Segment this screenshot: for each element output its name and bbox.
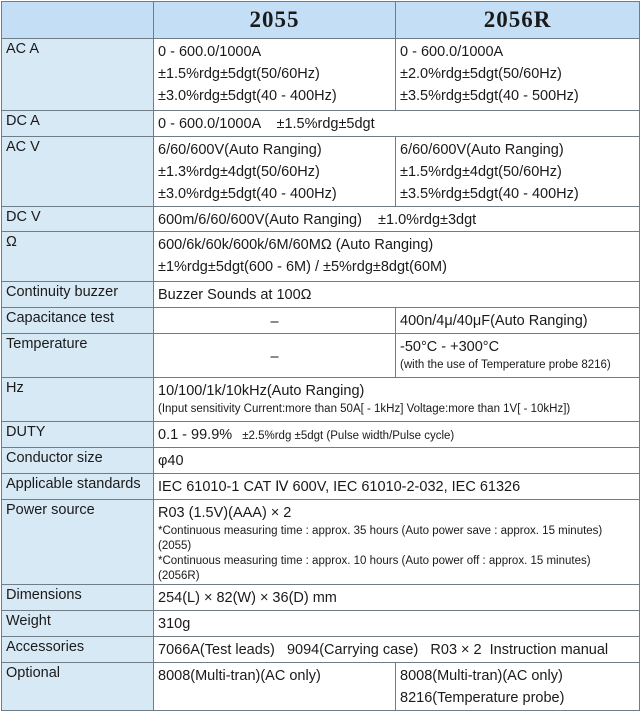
label-ac-a: AC A (2, 39, 154, 111)
capacitance-2055: – (154, 308, 396, 334)
hz-note: (Input sensitivity Current:more than 50A[ - 1kHz] Voltage:more than 1V[ - 10kHz]) (158, 403, 571, 415)
model-2056r-header: 2056R (396, 2, 640, 39)
row-accessories (2, 637, 640, 663)
row-conductor (2, 448, 640, 474)
ac-v-2055-acc2: ±3.0%rdg±5dgt(40 - 400Hz) (158, 186, 337, 202)
dc-a-value: 0 - 600.0/1000A ±1.5%rdg±5dgt (154, 111, 640, 137)
temperature-2056r (396, 334, 640, 378)
optional-2055-item: 8008(Multi-tran)(AC only) (158, 668, 321, 684)
row-standards (2, 474, 640, 500)
ac-a-2056r (396, 39, 640, 111)
dimensions-value: 254(L) × 82(W) × 36(D) mm (154, 585, 640, 611)
ohm-range: 600/6k/60k/600k/6M/60MΩ (Auto Ranging) (158, 237, 434, 253)
label-hz: Hz (2, 378, 154, 422)
power-value (154, 500, 640, 585)
weight-value: 310g (154, 611, 640, 637)
label-dimensions: Dimensions (2, 585, 154, 611)
row-ac-v (2, 137, 640, 207)
label-continuity: Continuity buzzer (2, 282, 154, 308)
label-optional: Optional (2, 663, 154, 711)
dc-v-value: 600m/6/60/600V(Auto Ranging) ±1.0%rdg±3dgt (154, 207, 640, 232)
row-ohm (2, 232, 640, 282)
label-accessories: Accessories (2, 637, 154, 663)
optional-2056r-item2: 8216(Temperature probe) (400, 690, 565, 706)
ac-a-2055-range: 0 - 600.0/1000A (158, 44, 262, 60)
row-weight (2, 611, 640, 637)
ac-a-2056r-acc2: ±3.5%rdg±5dgt(40 - 500Hz) (400, 88, 579, 104)
temperature-note: (with the use of Temperature probe 8216) (400, 359, 611, 371)
ac-v-2056r-acc2: ±3.5%rdg±5dgt(40 - 400Hz) (400, 186, 579, 202)
ohm-accuracy: ±1%rdg±5dgt(600 - 6M) / ±5%rdg±8dgt(60M) (158, 259, 447, 275)
row-continuity (2, 282, 640, 308)
label-conductor: Conductor size (2, 448, 154, 474)
ac-a-2056r-acc1: ±2.0%rdg±5dgt(50/60Hz) (400, 66, 562, 82)
duty-value (154, 422, 640, 448)
optional-2055 (154, 663, 396, 711)
row-ac-a (2, 39, 640, 111)
row-capacitance (2, 308, 640, 334)
spec-table (1, 1, 640, 711)
power-note-2056r: *Continuous measuring time : approx. 10 hours (Auto power off : approx. 15 minutes) (2056R) (158, 555, 591, 582)
label-ohm: Ω (2, 232, 154, 282)
row-duty (2, 422, 640, 448)
power-battery: R03 (1.5V)(AAA) × 2 (158, 505, 292, 521)
ac-v-2056r-acc1: ±1.5%rdg±4dgt(50/60Hz) (400, 164, 562, 180)
hz-range: 10/100/1k/10kHz(Auto Ranging) (158, 383, 365, 399)
label-dc-v: DC V (2, 207, 154, 232)
header-corner (2, 2, 154, 39)
ac-v-2056r-range: 6/60/600V(Auto Ranging) (400, 142, 564, 158)
ac-a-2055-acc1: ±1.5%rdg±5dgt(50/60Hz) (158, 66, 320, 82)
ohm-value (154, 232, 640, 282)
capacitance-2056r: 400n/4μ/40μF(Auto Ranging) (396, 308, 640, 334)
optional-2056r (396, 663, 640, 711)
row-dimensions (2, 585, 640, 611)
power-note-2055: *Continuous measuring time : approx. 35 hours (Auto power save : approx. 15 minutes) (2055) (158, 525, 603, 552)
row-power (2, 500, 640, 585)
ac-a-2055-acc2: ±3.0%rdg±5dgt(40 - 400Hz) (158, 88, 337, 104)
accessories-value: 7066A(Test leads) 9094(Carrying case) R03 × 2 Instruction manual (154, 637, 640, 663)
duty-note: ±2.5%rdg ±5dgt (Pulse width/Pulse cycle) (242, 430, 455, 442)
header-row (2, 2, 640, 39)
label-standards: Applicable standards (2, 474, 154, 500)
row-optional (2, 663, 640, 711)
ac-a-2056r-range: 0 - 600.0/1000A (400, 44, 504, 60)
label-temperature: Temperature (2, 334, 154, 378)
label-capacitance: Capacitance test (2, 308, 154, 334)
model-2055-header: 2055 (154, 2, 396, 39)
conductor-value: φ40 (154, 448, 640, 474)
temperature-2055: – (154, 334, 396, 378)
standards-value: IEC 61010-1 CAT Ⅳ 600V, IEC 61010-2-032, IEC 61326 (154, 474, 640, 500)
label-duty: DUTY (2, 422, 154, 448)
row-dc-a (2, 111, 640, 137)
label-dc-a: DC A (2, 111, 154, 137)
ac-v-2055 (154, 137, 396, 207)
temperature-range: -50°C - +300°C (400, 339, 500, 355)
optional-2056r-item1: 8008(Multi-tran)(AC only) (400, 668, 563, 684)
label-power: Power source (2, 500, 154, 585)
ac-v-2055-acc1: ±1.3%rdg±4dgt(50/60Hz) (158, 164, 320, 180)
continuity-value: Buzzer Sounds at 100Ω (154, 282, 640, 308)
row-temperature (2, 334, 640, 378)
label-ac-v: AC V (2, 137, 154, 207)
row-dc-v (2, 207, 640, 232)
ac-v-2056r (396, 137, 640, 207)
ac-v-2055-range: 6/60/600V(Auto Ranging) (158, 142, 322, 158)
label-weight: Weight (2, 611, 154, 637)
ac-a-2055 (154, 39, 396, 111)
duty-range: 0.1 - 99.9% (158, 427, 233, 443)
hz-value (154, 378, 640, 422)
row-hz (2, 378, 640, 422)
